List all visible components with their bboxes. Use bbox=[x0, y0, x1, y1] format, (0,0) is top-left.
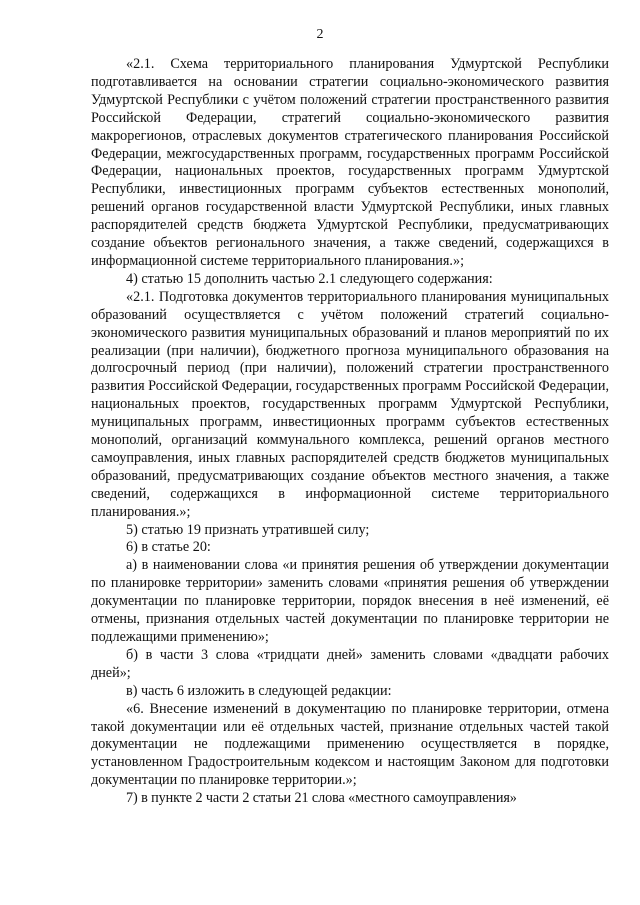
paragraph-2-1-preparation: «2.1. Подготовка документов территориального планирования муниципальных образований осуществляется с учётом положений стратегий социально-экономического развития муниципальных образований и планов мероприятий по их реализации (при наличии), бюджетного прогноза муниципального образования на долгосрочный период (при наличии), положений стратегии пространственного развития Российской Федерации, государственных программ Российской Федерации, национальных проектов, государственных программ Удмуртской Республики, муниципальных программ, инвестиционных программ субъектов естественных монополий, организаций коммунального комплекса, решений органов местного самоуправления, иных главных распорядителей средств бюджетов муниципальных образований, предусматривающих создание объектов местного значения, а также сведений, содержащихся в информационной системе территориального планирования.»; bbox=[91, 288, 609, 520]
page-number: 2 bbox=[316, 27, 324, 42]
paragraph-sub-a: а) в наименовании слова «и принятия решения об утверждении документации по планировке территории» заменить словами «принятия решения об утверждении документации по планировке территории, порядок внесения в неё изменений, её отмены, признания отдельных частей документации по планировке территории не подлежащими применению»; bbox=[91, 557, 609, 645]
paragraph-sub-b: б) в части 3 слова «тридцати дней» заменить словами «двадцати рабочих дней»; bbox=[91, 646, 609, 681]
paragraph-item-4: 4) статью 15 дополнить частью 2.1 следующего содержания: bbox=[126, 270, 493, 287]
paragraph-sub-v: в) часть 6 изложить в следующей редакции: bbox=[126, 682, 392, 699]
paragraph-part-6-text: «6. Внесение изменений в документацию по планировке территории, отмена такой документации или её отдельных частей, признание отдельных частей такой документации не подлежащими применению осуществляется в порядке, установленном Градостроительным кодексом и настоящим Законом для подготовки документации по планировке территории.»; bbox=[91, 700, 609, 789]
paragraph-item-5: 5) статью 19 признать утратившей силу; bbox=[126, 521, 370, 538]
paragraph-item-7: 7) в пункте 2 части 2 статьи 21 слова «местного самоуправления» bbox=[126, 790, 517, 807]
document-body bbox=[91, 56, 609, 808]
paragraph-2-1-scheme: «2.1. Схема территориального планирования Удмуртской Республики подготавливается на основании стратегии социально-экономического развития Удмуртской Республики с учётом положений стратегии пространственного развития Российской Федерации, стратегий социально-экономического развития макрорегионов, отраслевых документов стратегического планирования Российской Федерации, межгосударственных программ, государственных программ Российской Федерации, национальных проектов, государственных программ Удмуртской Республики, инвестиционных программ субъектов естественных монополий, решений органов государственной власти Удмуртской Республики, иных главных распорядителей средств бюджета Удмуртской Республики, предусматривающих создание объектов регионального значения, а также сведений, содержащихся в информационной системе территориального планирования.»; bbox=[91, 56, 609, 269]
paragraph-item-6: 6) в статье 20: bbox=[126, 539, 211, 556]
